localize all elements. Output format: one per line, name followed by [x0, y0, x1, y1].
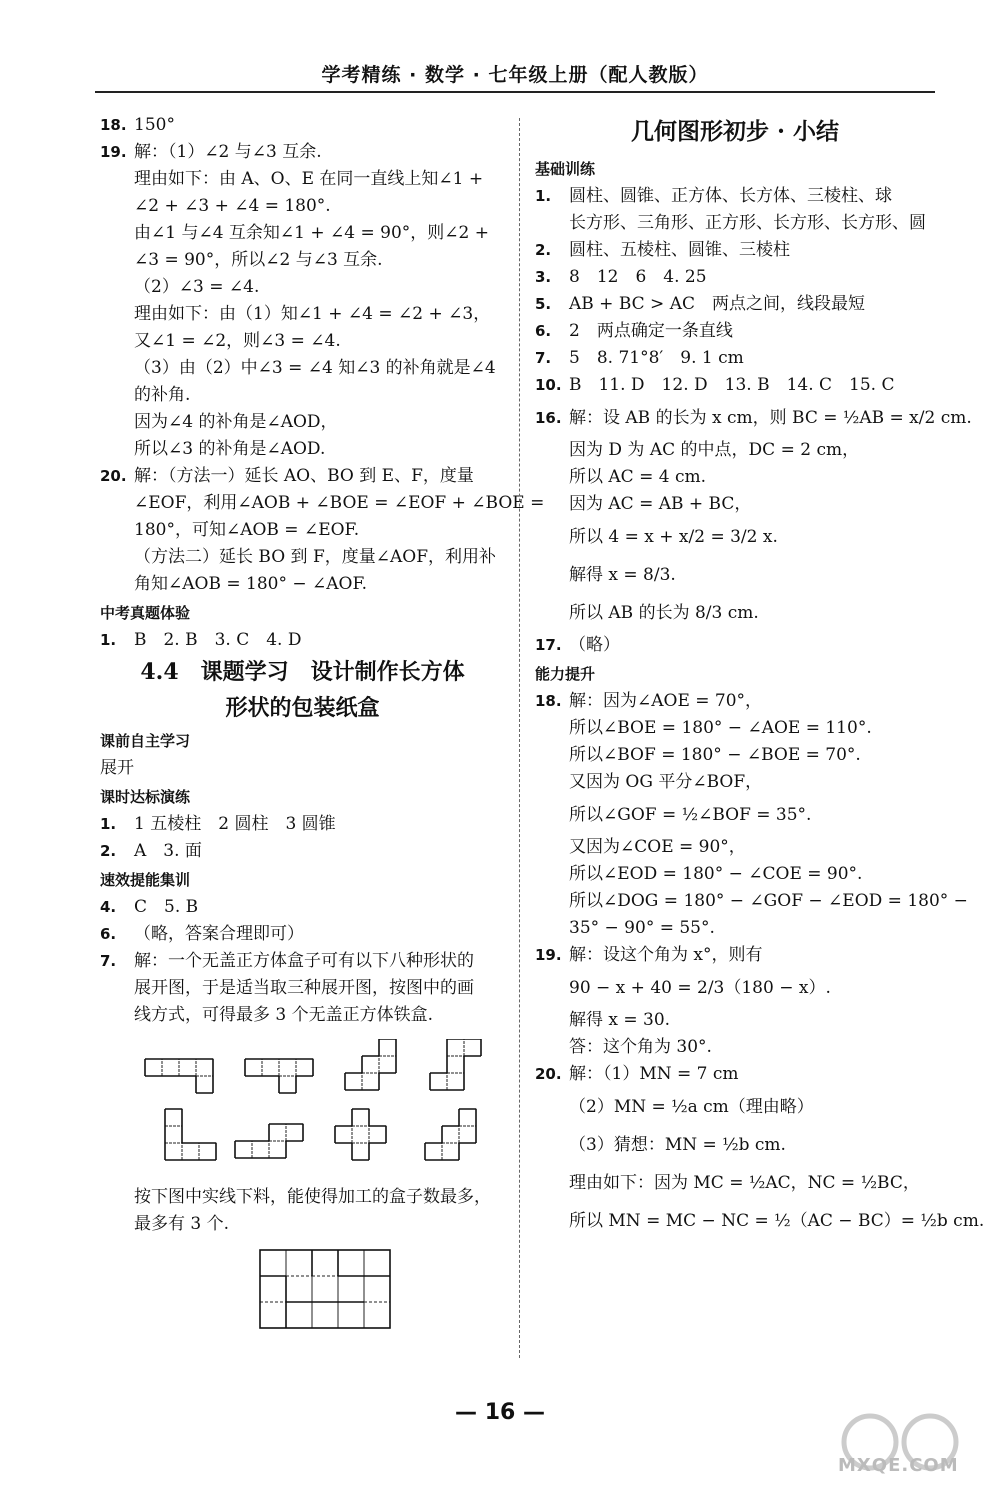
subsection-heading: 课前自主学习 [100, 732, 191, 750]
answer-text: （2）∠3 = ∠4. [134, 277, 260, 297]
answer-text: （略） [569, 635, 620, 655]
answer-line [100, 1002, 505, 1029]
answer-line [535, 1202, 985, 1240]
answer-text: 解：因为∠AOE = 70°， [569, 691, 763, 711]
answer-line [535, 372, 935, 399]
answer-text: 展开 [100, 758, 134, 778]
answer-line [535, 237, 935, 264]
answer-line [535, 518, 935, 556]
answer-text: 因为 AC = AB + BC， [569, 494, 752, 514]
cube-net [430, 1039, 481, 1090]
answer-line [100, 894, 505, 921]
answer-line [100, 755, 505, 782]
cube-net [335, 1109, 386, 1160]
answer-line [535, 464, 935, 491]
answer-line [100, 436, 505, 463]
answer-text: ∠EOF，利用∠AOB + ∠BOE = ∠EOF + ∠BOE = [134, 493, 545, 513]
answer-text: 所以∠DOG = 180° − ∠GOF − ∠EOD = 180° − [569, 891, 968, 911]
answer-line [535, 1034, 935, 1061]
column-divider [519, 118, 520, 1358]
answer-line [100, 355, 505, 382]
answer-text: （3）由（2）中∠3 = ∠4 知∠3 的补角就是∠4 [134, 358, 496, 378]
question-number: 5. [535, 295, 552, 313]
answer-line [535, 264, 935, 291]
answer-line [535, 796, 935, 834]
answer-text: 180°，可知∠AOB = ∠EOF. [134, 520, 360, 540]
answer-line [100, 220, 505, 247]
question-number: 20. [100, 467, 127, 485]
answer-text: B 11. D 12. D 13. B 14. C 15. C [569, 375, 895, 395]
answer-line [535, 491, 935, 518]
answer-text: 角知∠AOB = 180° − ∠AOF. [134, 574, 368, 594]
cutting-layout-figure [140, 1248, 505, 1338]
answer-line [100, 247, 505, 274]
question-number: 7. [535, 349, 552, 367]
cube-net [235, 1124, 303, 1158]
answer-text: 圆柱、五棱柱、圆锥、三棱柱 [569, 240, 790, 260]
answer-text: 圆柱、圆锥、正方体、长方体、三棱柱、球 [569, 186, 892, 206]
answer-text: 由∠1 与∠4 互余知∠1 + ∠4 = 90°，则∠2 + [134, 223, 489, 243]
answer-line [535, 715, 935, 742]
answer-text: 答：这个角为 30°. [569, 1037, 712, 1057]
answer-text: （3）猜想：MN = ½b cm. [569, 1135, 786, 1155]
running-header: 学考精练 · 数学 · 七年级上册（配人教版） [321, 64, 709, 86]
answer-text: A 3. 面 [134, 841, 202, 861]
question-number: 1. [535, 187, 552, 205]
answer-line [100, 112, 505, 139]
answer-line [100, 409, 505, 436]
question-number: 1. [100, 631, 117, 649]
answer-line [535, 183, 935, 210]
answer-line [535, 1126, 935, 1164]
answer-text: 所以∠3 的补角是∠AOD. [134, 439, 326, 459]
answer-text: AB + BC > AC 两点之间，线段最短 [569, 294, 865, 314]
answer-text: 的补角. [134, 385, 191, 405]
answer-line [100, 571, 505, 598]
answer-text: 150° [134, 115, 175, 135]
question-number: 6. [100, 925, 117, 943]
answer-text: 展开图，于是适当取三种展开图，按图中的画 [134, 978, 474, 998]
answer-line [100, 921, 505, 948]
answer-text: 所以∠BOE = 180° − ∠AOE = 110°. [569, 718, 872, 738]
answer-line [535, 632, 935, 659]
watermark-text: MXQE.COM [838, 1455, 959, 1476]
answer-text: （2）MN = ½a cm（理由略） [569, 1097, 814, 1117]
answer-text: 长方形、三角形、正方形、长方形、长方形、圆 [569, 213, 926, 233]
answer-line [535, 318, 935, 345]
answer-text: 所以 MN = MC − NC = ½（AC − BC）= ½b cm. [569, 1211, 985, 1231]
answer-text: 因为∠4 的补角是∠AOD， [134, 412, 338, 432]
cube-net [165, 1109, 216, 1160]
answer-text: 理由如下：由 A、O、E 在同一直线上知∠1 + [134, 169, 484, 189]
cube-net [425, 1109, 476, 1160]
lesson-title: 4.4 课题学习 设计制作长方体 [140, 659, 465, 685]
right-column [535, 112, 985, 1240]
answer-text: 理由如下：因为 MC = ½AC，NC = ½BC， [569, 1173, 920, 1193]
answer-text: ∠2 + ∠3 + ∠4 = 180°. [134, 196, 331, 216]
answer-text: 解得 x = 30. [569, 1010, 671, 1030]
answer-line [100, 1211, 505, 1238]
answer-line [535, 969, 935, 1007]
question-number: 2. [535, 241, 552, 259]
answer-text: 又因为∠COE = 90°， [569, 837, 746, 857]
answer-text: 所以∠BOF = 180° − ∠BOE = 70°. [569, 745, 861, 765]
answer-line [535, 437, 935, 464]
answer-line [100, 544, 505, 571]
answer-line [535, 1007, 935, 1034]
header-rule [95, 91, 935, 93]
answer-text: 所以 AB 的长为 8/3 cm. [569, 603, 759, 623]
subsection-heading: 基础训练 [535, 160, 596, 178]
answer-line [100, 975, 505, 1002]
answer-line [100, 517, 505, 544]
answer-line [100, 811, 505, 838]
answer-line [535, 594, 935, 632]
nets-figure-container [140, 1039, 505, 1178]
answer-line [535, 556, 935, 594]
answer-text: 因为 D 为 AC 的中点，DC = 2 cm， [569, 440, 860, 460]
answer-text: 所以∠EOD = 180° − ∠COE = 90°. [569, 864, 863, 884]
answer-line [535, 769, 935, 796]
cube-net [145, 1059, 213, 1093]
answer-line [100, 166, 505, 193]
cube-net [345, 1039, 396, 1090]
answer-text: ∠3 = 90°，所以∠2 与∠3 互余. [134, 250, 383, 270]
answer-text: 解：设 AB 的长为 x cm，则 BC = ½AB = x/2 cm. [569, 408, 972, 428]
question-number: 3. [535, 268, 552, 286]
question-number: 18. [535, 692, 562, 710]
subsection-heading: 中考真题体验 [100, 604, 191, 622]
question-number: 1. [100, 815, 117, 833]
answer-text: 所以 4 = x + x/2 = 3/2 x. [569, 527, 778, 547]
subsection-heading: 课时达标演练 [100, 788, 191, 806]
question-number: 7. [100, 952, 117, 970]
question-number: 4. [100, 898, 117, 916]
answer-line [100, 948, 505, 975]
answer-text: 又因为 OG 平分∠BOF， [569, 772, 763, 792]
answer-text: 线方式，可得最多 3 个无盖正方体铁盒. [134, 1005, 434, 1025]
section-title: 几何图形初步 · 小结 [630, 118, 840, 145]
answer-line [100, 1184, 505, 1211]
answer-line [535, 399, 972, 437]
answer-text: 35° − 90° = 55°. [569, 918, 715, 938]
answer-text: C 5. B [134, 897, 199, 917]
question-number: 19. [535, 946, 562, 964]
answer-line [535, 291, 935, 318]
answer-line [535, 688, 935, 715]
answer-line [100, 193, 505, 220]
answer-line [535, 1061, 935, 1088]
question-number: 2. [100, 842, 117, 860]
answer-text: 1 五棱柱 2 圆柱 3 圆锥 [134, 814, 336, 834]
question-number: 17. [535, 636, 562, 654]
answer-line [535, 210, 935, 237]
answer-text: 解：一个无盖正方体盒子可有以下八种形状的 [134, 951, 474, 971]
answer-line [100, 490, 545, 517]
answer-text: 所以 AC = 4 cm. [569, 467, 707, 487]
answer-text: 解：（1）∠2 与∠3 互余. [134, 142, 322, 162]
answer-text: 最多有 3 个. [134, 1214, 230, 1234]
question-number: 18. [100, 116, 127, 134]
layout-figure-container [140, 1248, 505, 1347]
answer-line [100, 139, 505, 166]
answer-text: B 2. B 3. C 4. D [134, 630, 302, 650]
answer-text: 解：（1）MN = 7 cm [569, 1064, 739, 1084]
answer-text: 所以∠GOF = ½∠BOF = 35°. [569, 805, 812, 825]
question-number: 6. [535, 322, 552, 340]
answer-text: （方法二）延长 BO 到 F，度量∠AOF，利用补 [134, 547, 497, 567]
answer-text: 解：设这个角为 x°，则有 [569, 945, 763, 965]
answer-line [535, 1088, 935, 1126]
left-column [100, 112, 545, 1353]
answer-text: 又∠1 = ∠2，则∠3 = ∠4. [134, 331, 341, 351]
answer-text: 90 − x + 40 = 2/3（180 − x）. [569, 978, 831, 998]
answer-line [100, 627, 505, 654]
answer-line [535, 942, 935, 969]
cube-net [245, 1059, 313, 1093]
answer-line [535, 1164, 935, 1202]
unfolded-cube-nets-figure [140, 1039, 505, 1169]
answer-text: 5 8. 71°8′ 9. 1 cm [569, 348, 744, 368]
answer-line [100, 328, 505, 355]
answer-line [100, 382, 505, 409]
answer-text: （略，答案合理即可） [134, 924, 304, 944]
answer-line [535, 834, 935, 861]
answer-text: 解得 x = 8/3. [569, 565, 676, 585]
subsection-heading: 能力提升 [535, 665, 596, 683]
answer-line [535, 888, 968, 915]
question-number: 20. [535, 1065, 562, 1083]
lesson-title: 形状的包装纸盒 [225, 695, 380, 721]
question-number: 10. [535, 376, 562, 394]
question-number: 16. [535, 409, 562, 427]
answer-line [535, 345, 935, 372]
answer-text: 解：（方法一）延长 AO、BO 到 E、F，度量 [134, 466, 474, 486]
subsection-heading: 速效提能集训 [100, 871, 191, 889]
question-number: 19. [100, 143, 127, 161]
answer-line [535, 742, 935, 769]
page-number: — 16 — [455, 1400, 545, 1425]
answer-text: 理由如下：由（1）知∠1 + ∠4 = ∠2 + ∠3， [134, 304, 491, 324]
answer-line [100, 463, 505, 490]
answer-line [100, 838, 505, 865]
answer-text: 按下图中实线下料，能使得加工的盒子数最多， [134, 1187, 491, 1207]
answer-line [535, 861, 935, 888]
answer-line [100, 301, 505, 328]
answer-line [535, 915, 935, 942]
answer-text: 2 两点确定一条直线 [569, 321, 733, 341]
answer-text: 8 12 6 4. 25 [569, 267, 707, 287]
answer-line [100, 274, 505, 301]
